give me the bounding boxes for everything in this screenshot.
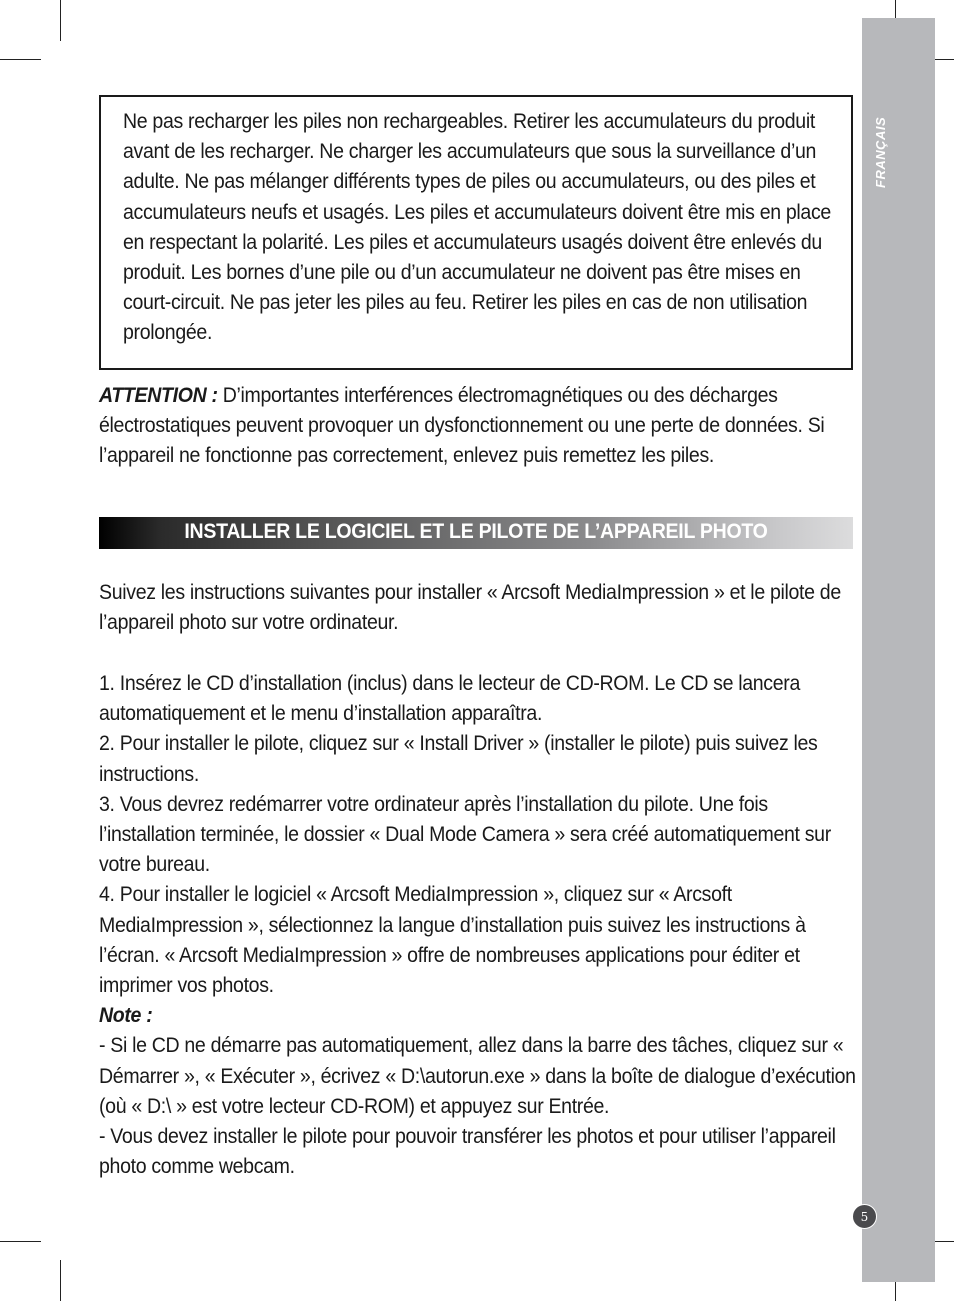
attention-label: ATTENTION :	[99, 384, 218, 407]
crop-mark	[0, 59, 41, 60]
crop-mark	[60, 0, 61, 41]
crop-mark	[0, 1241, 41, 1242]
note-label: Note :	[99, 1004, 153, 1028]
crop-mark	[60, 1260, 61, 1301]
step-item: 3. Vous devrez redémarrer votre ordinateur après l’installation du pilote. Une fois l’installation terminée, le dossier « Dual Mode Camera » sera créé automatiquement sur votre bureau.	[99, 792, 831, 877]
battery-warning-box	[99, 95, 853, 370]
section-heading-bar	[99, 517, 853, 549]
language-label: FRANÇAIS	[873, 116, 888, 188]
page-number-badge: 5	[852, 1204, 877, 1229]
note-item: - Vous devez installer le pilote pour pouvoir transférer les photos et pour utiliser l’appareil photo comme webcam.	[99, 1125, 836, 1179]
section-title: INSTALLER LE LOGICIEL ET LE PILOTE DE L’APPAREIL PHOTO	[184, 520, 768, 543]
step-item: 2. Pour installer le pilote, cliquez sur « Install Driver » (installer le pilote) puis suivez les instructions.	[99, 732, 818, 786]
intro-text: Suivez les instructions suivantes pour installer « Arcsoft MediaImpression » et le pilote de l’appareil photo sur votre ordinateur.	[99, 581, 841, 635]
step-item: 1. Insérez le CD d’installation (inclus) dans le lecteur de CD-ROM. Le CD se lancera automatiquement et le menu d’installation apparaîtra.	[99, 672, 801, 726]
attention-text: D’importantes interférences électromagnétiques ou des décharges électrostatiques peuvent provoquer un dysfonctionnement ou une perte de données. Si l’appareil ne fonctionne pas correctement, enlevez puis remettez les piles.	[99, 384, 825, 468]
intro-paragraph	[99, 578, 852, 638]
language-side-tab	[862, 18, 935, 1282]
installation-steps	[99, 669, 862, 1182]
battery-warning-text: Ne pas recharger les piles non rechargeables. Retirer les accumulateurs du produit avant de les recharger. Ne charger les accumulateurs que sous la surveillance d’un adulte. Ne pas mélanger différents types de piles ou accumulateurs, ou des piles et accumulateurs neufs et usagés. Les piles et accumulateurs doivent être mis en place en respectant la polarité. Les piles et accumulateurs usagés doivent être enlevés du produit. Les bornes d’une pile ou d’un accumulateur ne doivent pas être mises en court-circuit. Ne pas jeter les piles au feu. Retirer les piles en cas de non utilisation prolongée.	[123, 110, 831, 345]
note-item: - Si le CD ne démarre pas automatiquement, allez dans la barre des tâches, cliquez sur « Démarrer », « Exécuter », écrivez « D:\autorun.exe » dans la boîte de dialogue d’exécution (où « D:\ » est votre lecteur CD-ROM) et appuyez sur Entrée.	[99, 1034, 856, 1118]
step-item: 4. Pour installer le logiciel « Arcsoft MediaImpression », cliquez sur « Arcsoft MediaImpression », sélectionnez la langue d’installation puis suivez les instructions à l’écran. « Arcsoft MediaImpression » offre de nombreuses applications pour éditer et imprimer vos photos.	[99, 883, 806, 998]
attention-paragraph	[99, 381, 852, 472]
